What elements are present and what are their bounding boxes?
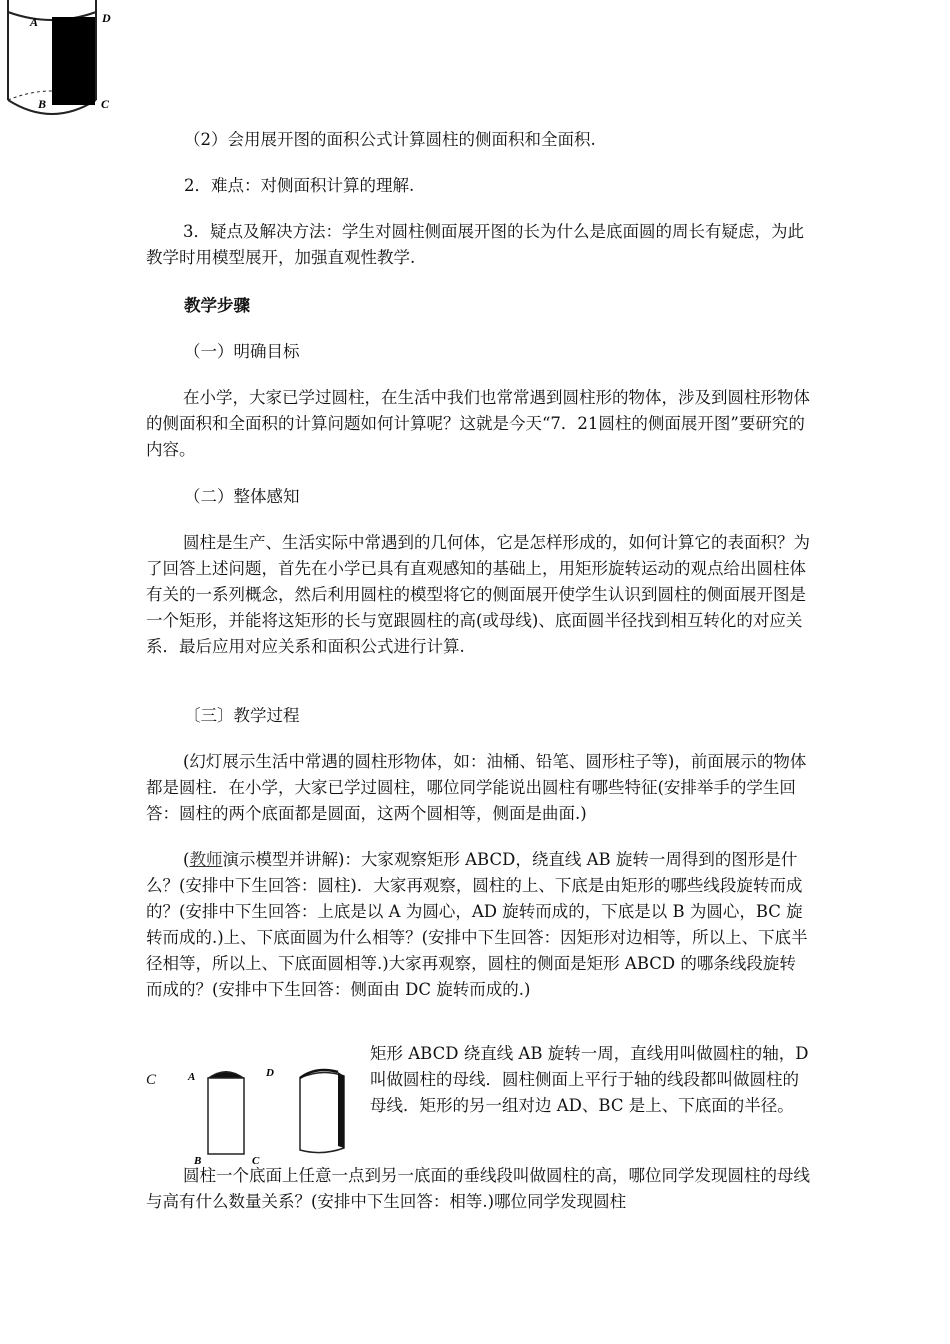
step-1-title: （一）明确目标 xyxy=(184,342,300,361)
teacher-link[interactable]: 教师 xyxy=(189,850,223,869)
height-paragraph: 圆柱一个底面上任意一点到另一底面的垂线段叫做圆柱的高，哪位同学发现圆柱的母线与高有什么数量关系？(安排中下生回答：相等.)哪位同学发现圆柱 xyxy=(146,1166,810,1211)
open-paren: ( xyxy=(183,850,190,869)
rotation-paragraph: 矩形 ABCD 绕直线 AB 旋转一周，直线用叫做圆柱的轴，D 叫做圆柱的母线．圆柱侧面上平行于轴的线段都叫做圆柱的母线．矩形的另一组对边 AD、BC 是上、下底面的半径。 xyxy=(370,1044,809,1115)
step-3-paragraph-1: (幻灯展示生活中常遇的圆柱形物体，如：油桶、铅笔、圆形柱子等)，前面展示的物体都是圆柱．在小学，大家已学过圆柱，哪位同学能说出圆柱有哪些特征(安排举手的学生回答：圆柱的两个底面都是圆面，这两个圆相等，侧面是曲面.) xyxy=(146,752,807,823)
step-3-title: 〔三〕教学过程 xyxy=(184,706,300,725)
label-b: B xyxy=(194,1155,202,1165)
doubt-paragraph: 3．疑点及解决方法：学生对圆柱侧面展开图的长为什么是底面圆的周长有疑虑，为此教学时用模型展开，加强直观性教学. xyxy=(146,222,804,267)
section-heading: 教学步骤 xyxy=(184,296,250,315)
label-d: D xyxy=(102,11,111,25)
label-c: C xyxy=(252,1155,260,1165)
label-c: C xyxy=(101,97,110,111)
step-2-paragraph: 圆柱是生产、生活实际中常遇到的几何体，它是怎样形成的，如何计算它的表面积？为了回答上述问题，首先在小学已具有直观感知的基础上，用矩形旋转运动的观点给出圆柱体有关的一系列概念，然后利用圆柱的模型将它的侧面展开使学生认识到圆柱的侧面展开图是一个矩形，并能将这矩形的长与宽跟圆柱的高(或母线)、底面圆半径找到相互转化的对应关系．最后应用对应关系和面积公式进行计算. xyxy=(146,533,810,656)
difficulty-line: 2．难点：对侧面积计算的理解. xyxy=(184,176,415,195)
label-a: A xyxy=(30,15,39,29)
cylinder-figure-top xyxy=(0,0,125,125)
paragraph-2-rest: 演示模型并讲解)：大家观察矩形 ABCD，绕直线 AB 旋转一周得到的图形是什么？(安排中下生回答：圆柱)．大家再观察，圆柱的上、下底是由矩形的哪些线段旋转而成的？(安排中下生回答：上底是以 A 为圆心，AD 旋转而成的，下底是以 B 为圆心，BC 旋转而成的.)上、下底面圆为什么相等？(安排中下生回答：因矩形对边相等，所以上、下底半径相等，所以上、下底面圆相等.)大家再观察，圆柱的侧面是矩形 ABCD 的哪条线段旋转而成的？(安排中下生回答：侧面由 DC 旋转而成的.) xyxy=(146,850,808,999)
step-3-paragraph-2 xyxy=(146,847,811,1003)
step-1-paragraph: 在小学，大家已学过圆柱，在生活中我们也常常遇到圆柱形的物体，涉及到圆柱形物体的侧面积和全面积的计算问题如何计算呢？这就是今天“7．21圆柱的侧面展开图”要研究的内容。 xyxy=(146,388,810,459)
objective-line-2: （2）会用展开图的面积公式计算圆柱的侧面积和全面积. xyxy=(184,130,596,149)
rectangle-rotation-figure xyxy=(186,1060,361,1165)
label-d: D xyxy=(266,1067,274,1079)
label-a: A xyxy=(188,1071,196,1083)
label-b: B xyxy=(38,97,47,111)
step-2-title: （二）整体感知 xyxy=(184,487,300,506)
redaction-block xyxy=(52,17,95,105)
figure-label-c: C xyxy=(146,1072,157,1088)
